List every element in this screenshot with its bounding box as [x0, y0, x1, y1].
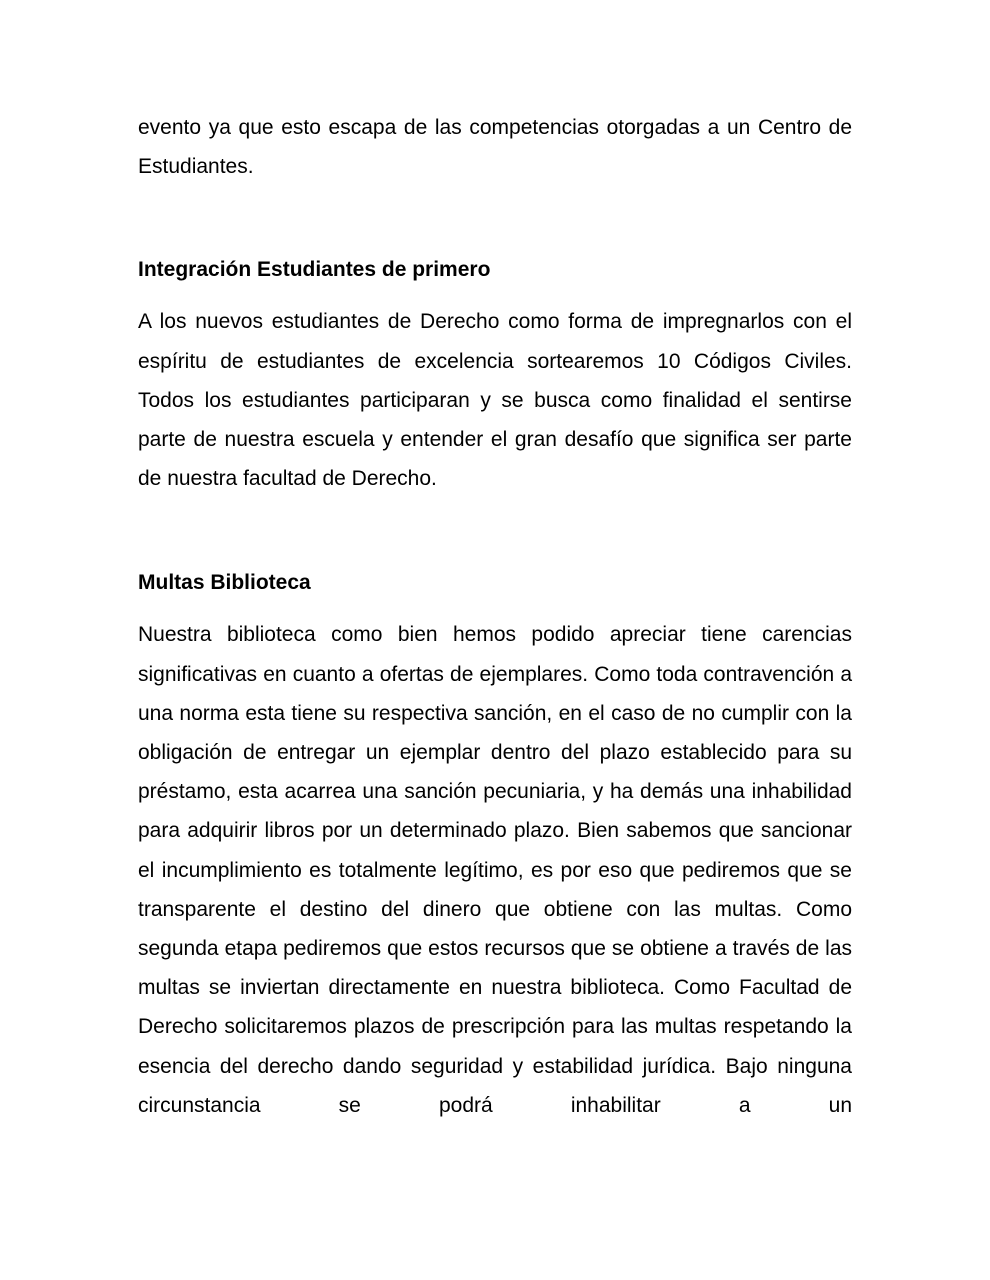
- section-heading-multas: Multas Biblioteca: [138, 571, 311, 595]
- spacer: [138, 602, 852, 615]
- document-body: [138, 108, 852, 1125]
- spacer: [138, 289, 852, 302]
- section-paragraph-integracion: A los nuevos estudiantes de Derecho como forma de impregnarlos con el espíritu de estudiantes de excelencia sortearemos 10 Códigos Civiles. Todos los estudiantes participaran y se busca como finalidad el sentirse parte de nuestra escuela y entender el gran desafío que significa ser parte de nuestra facultad de Derecho.: [138, 310, 852, 491]
- spacer: [138, 498, 852, 563]
- spacer: [138, 186, 852, 250]
- intro-paragraph: evento ya que esto escapa de las competencias otorgadas a un Centro de Estudiantes.: [138, 116, 852, 179]
- section-paragraph-multas: Nuestra biblioteca como bien hemos podido apreciar tiene carencias significativas en cuanto a ofertas de ejemplares. Como toda contravención a una norma esta tiene su respectiva sanción, en el caso de no cumplir con la obligación de entregar un ejemplar dentro del plazo establecido para su préstamo, esta acarrea una sanción pecuniaria, y ha demás una inhabilidad para adquirir libros por un determinado plazo. Bien sabemos que sancionar el incumplimiento es totalmente legítimo, es por eso que pediremos que se transparente el destino del dinero que obtiene con las multas. Como segunda etapa pediremos que estos recursos que se obtiene a través de las multas se inviertan directamente en nuestra biblioteca. Como Facultad de Derecho solicitaremos plazos de prescripción para las multas respetando la esencia del derecho dando seguridad y estabilidad jurídica. Bajo ninguna circunstancia se podrá inhabilitar a un: [138, 623, 852, 1117]
- section-heading-integracion: Integración Estudiantes de primero: [138, 258, 491, 282]
